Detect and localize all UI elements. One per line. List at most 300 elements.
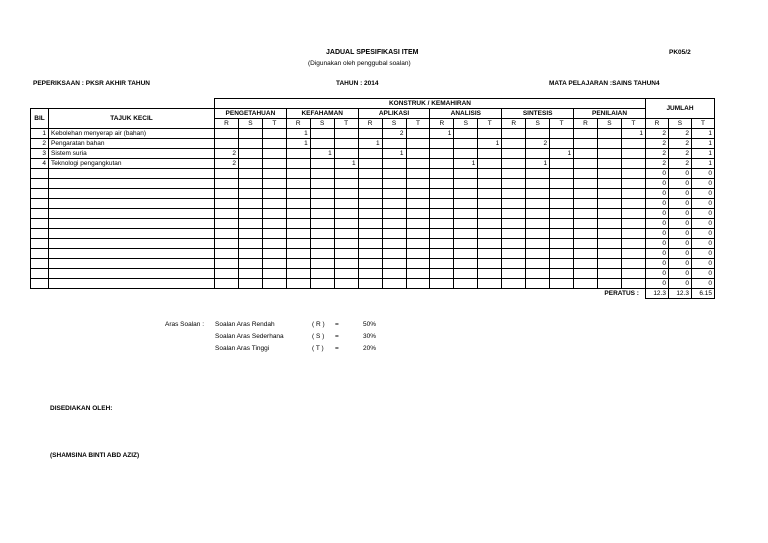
item-count-cell xyxy=(430,249,454,259)
item-count-cell xyxy=(621,279,645,289)
header-row-construct xyxy=(31,99,715,109)
row-total-cell: 0 xyxy=(691,169,714,179)
row-topic: Sistem suria xyxy=(49,149,215,159)
item-count-cell xyxy=(238,229,262,239)
item-count-cell xyxy=(310,179,334,189)
percent-cell: 12.3 xyxy=(645,289,668,299)
row-total-cell: 0 xyxy=(645,209,668,219)
table-row xyxy=(31,149,715,159)
row-total-cell: 0 xyxy=(645,169,668,179)
row-total-cell: 0 xyxy=(668,259,691,269)
item-count-cell xyxy=(526,259,550,269)
item-count-cell xyxy=(262,209,286,219)
item-count-cell xyxy=(598,179,622,189)
item-count-cell xyxy=(286,239,310,249)
row-topic: Pengaratan bahan xyxy=(49,139,215,149)
item-count-cell xyxy=(550,129,574,139)
item-count-cell xyxy=(406,179,430,189)
item-count-cell xyxy=(334,219,358,229)
item-count-cell xyxy=(215,209,239,219)
row-topic: Teknologi pengangkutan xyxy=(49,159,215,169)
item-count-cell xyxy=(310,249,334,259)
item-count-cell xyxy=(358,189,382,199)
row-total-cell: 0 xyxy=(691,279,714,289)
item-count-cell xyxy=(238,199,262,209)
table-row xyxy=(31,199,715,209)
percent-cell: 12.3 xyxy=(668,289,691,299)
item-count-cell xyxy=(334,129,358,139)
subject-label: MATA PELAJARAN :SAINS TAHUN4 xyxy=(549,80,660,87)
item-count-cell xyxy=(621,199,645,209)
item-count-cell xyxy=(526,219,550,229)
item-count-cell xyxy=(215,229,239,239)
item-count-cell xyxy=(621,259,645,269)
item-count-cell xyxy=(310,129,334,139)
row-number: 2 xyxy=(31,139,49,149)
item-count-cell xyxy=(574,209,598,219)
item-count-cell xyxy=(574,189,598,199)
item-count-cell xyxy=(358,209,382,219)
group-header: SINTESIS xyxy=(502,109,574,119)
item-count-cell xyxy=(238,149,262,159)
item-count-cell xyxy=(310,269,334,279)
level-header: T xyxy=(621,119,645,129)
item-count-cell xyxy=(310,259,334,269)
item-count-cell xyxy=(358,169,382,179)
item-count-cell xyxy=(478,259,502,269)
item-count-cell xyxy=(574,259,598,269)
item-count-cell xyxy=(215,219,239,229)
table-row xyxy=(31,189,715,199)
item-count-cell xyxy=(262,249,286,259)
item-count-cell xyxy=(262,269,286,279)
item-count-cell xyxy=(334,259,358,269)
item-count-cell xyxy=(454,169,478,179)
row-topic xyxy=(49,179,215,189)
item-count-cell xyxy=(478,219,502,229)
group-header: ANALISIS xyxy=(430,109,502,119)
level-header: S xyxy=(454,119,478,129)
row-number: 1 xyxy=(31,129,49,139)
item-count-cell xyxy=(550,199,574,209)
item-count-cell xyxy=(478,239,502,249)
item-count-cell xyxy=(262,199,286,209)
level-header: R xyxy=(574,119,598,129)
table-row xyxy=(31,279,715,289)
level-header: T xyxy=(478,119,502,129)
item-count-cell xyxy=(621,209,645,219)
row-number xyxy=(31,179,49,189)
row-total-cell: 1 xyxy=(691,159,714,169)
row-topic xyxy=(49,279,215,289)
item-count-cell xyxy=(215,169,239,179)
row-total-cell: 0 xyxy=(645,269,668,279)
level-header: R xyxy=(358,119,382,129)
row-topic xyxy=(49,229,215,239)
item-count-cell xyxy=(310,209,334,219)
item-count-cell xyxy=(406,159,430,169)
row-total-cell: 0 xyxy=(691,249,714,259)
legend-equals: = xyxy=(335,345,339,352)
item-count-cell xyxy=(406,189,430,199)
item-count-cell xyxy=(430,209,454,219)
item-count-cell xyxy=(526,149,550,159)
item-count-cell: 2 xyxy=(526,139,550,149)
item-count-cell xyxy=(358,259,382,269)
item-count-cell xyxy=(502,199,526,209)
item-count-cell xyxy=(574,159,598,169)
item-count-cell xyxy=(310,199,334,209)
item-count-cell xyxy=(382,249,406,259)
row-total-cell: 0 xyxy=(668,189,691,199)
item-count-cell xyxy=(502,189,526,199)
item-count-cell xyxy=(478,169,502,179)
item-count-cell xyxy=(574,219,598,229)
item-count-cell xyxy=(478,229,502,239)
item-count-cell xyxy=(238,239,262,249)
item-count-cell xyxy=(262,179,286,189)
item-count-cell xyxy=(502,179,526,189)
item-count-cell xyxy=(454,209,478,219)
item-count-cell xyxy=(334,209,358,219)
item-count-cell xyxy=(550,239,574,249)
item-count-cell xyxy=(286,209,310,219)
item-count-cell xyxy=(526,239,550,249)
row-total-cell: 1 xyxy=(691,149,714,159)
item-count-cell xyxy=(598,159,622,169)
item-count-cell xyxy=(262,129,286,139)
level-header: T xyxy=(262,119,286,129)
item-count-cell xyxy=(502,159,526,169)
item-count-cell xyxy=(334,179,358,189)
level-header: S xyxy=(238,119,262,129)
table-row xyxy=(31,269,715,279)
item-count-cell xyxy=(454,229,478,239)
item-count-cell xyxy=(215,179,239,189)
item-count-cell xyxy=(598,239,622,249)
level-header: R xyxy=(286,119,310,129)
item-count-cell xyxy=(382,199,406,209)
item-count-cell xyxy=(526,279,550,289)
row-total-cell: 0 xyxy=(691,179,714,189)
bil-header: BIL xyxy=(31,109,49,129)
item-count-cell xyxy=(334,149,358,159)
item-count-cell xyxy=(574,239,598,249)
row-total-cell: 0 xyxy=(645,279,668,289)
item-count-cell xyxy=(454,239,478,249)
legend-percent: 30% xyxy=(363,333,377,340)
item-count-cell xyxy=(334,229,358,239)
table-row xyxy=(31,219,715,229)
document-title: JADUAL SPESIFIKASI ITEM xyxy=(326,49,419,56)
item-count-cell: 1 xyxy=(310,149,334,159)
row-number: 3 xyxy=(31,149,49,159)
item-count-cell xyxy=(310,219,334,229)
item-count-cell xyxy=(262,219,286,229)
row-total-cell: 0 xyxy=(668,199,691,209)
level-header: S xyxy=(526,119,550,129)
item-count-cell xyxy=(478,159,502,169)
row-number xyxy=(31,169,49,179)
item-count-cell xyxy=(238,139,262,149)
item-count-cell xyxy=(454,189,478,199)
row-topic xyxy=(49,269,215,279)
item-count-cell xyxy=(550,169,574,179)
item-count-cell: 1 xyxy=(550,149,574,159)
item-count-cell xyxy=(406,229,430,239)
prepared-by-label: DISEDIAKAN OLEH: xyxy=(50,405,113,412)
item-count-cell xyxy=(358,129,382,139)
item-count-cell xyxy=(406,219,430,229)
row-number xyxy=(31,219,49,229)
item-count-cell xyxy=(574,179,598,189)
row-number xyxy=(31,269,49,279)
item-count-cell xyxy=(382,139,406,149)
row-topic xyxy=(49,219,215,229)
total-header: JUMLAH xyxy=(645,99,714,119)
item-count-cell xyxy=(526,169,550,179)
table-row xyxy=(31,129,715,139)
item-count-cell xyxy=(238,279,262,289)
item-count-cell xyxy=(598,139,622,149)
item-count-cell xyxy=(478,179,502,189)
item-count-cell xyxy=(526,229,550,239)
item-count-cell xyxy=(334,269,358,279)
item-count-cell xyxy=(478,149,502,159)
item-count-cell xyxy=(286,269,310,279)
level-header: S xyxy=(382,119,406,129)
row-total-cell: 0 xyxy=(645,179,668,189)
item-count-cell xyxy=(598,129,622,139)
row-total-cell: 0 xyxy=(691,209,714,219)
topic-header: TAJUK KECIL xyxy=(49,109,215,129)
item-count-cell xyxy=(526,249,550,259)
item-count-cell xyxy=(502,259,526,269)
item-count-cell xyxy=(382,159,406,169)
item-count-cell xyxy=(526,179,550,189)
item-count-cell xyxy=(286,219,310,229)
item-count-cell xyxy=(526,199,550,209)
item-count-cell xyxy=(621,269,645,279)
item-count-cell xyxy=(334,239,358,249)
item-count-cell xyxy=(406,249,430,259)
row-total-cell: 2 xyxy=(645,129,668,139)
item-count-cell xyxy=(238,159,262,169)
item-count-cell xyxy=(430,189,454,199)
item-count-cell xyxy=(238,169,262,179)
total-level-header: T xyxy=(691,119,714,129)
item-count-cell xyxy=(478,199,502,209)
item-count-cell xyxy=(215,199,239,209)
group-header: PENILAIAN xyxy=(574,109,646,119)
item-count-cell xyxy=(262,169,286,179)
row-total-cell: 2 xyxy=(668,159,691,169)
item-count-cell xyxy=(621,159,645,169)
item-count-cell xyxy=(238,269,262,279)
item-count-cell xyxy=(574,169,598,179)
item-count-cell xyxy=(262,139,286,149)
row-total-cell: 0 xyxy=(691,189,714,199)
item-count-cell xyxy=(310,169,334,179)
item-count-cell xyxy=(430,269,454,279)
item-count-cell xyxy=(262,279,286,289)
item-count-cell xyxy=(262,159,286,169)
table-row xyxy=(31,239,715,249)
table-row xyxy=(31,229,715,239)
construct-header: KONSTRUK / KEMAHIRAN xyxy=(215,99,646,109)
item-count-cell xyxy=(574,129,598,139)
item-count-cell xyxy=(358,229,382,239)
item-count-cell xyxy=(358,199,382,209)
item-count-cell xyxy=(502,149,526,159)
item-count-cell xyxy=(430,239,454,249)
item-count-cell xyxy=(502,229,526,239)
legend-lead: Aras Soalan : xyxy=(165,321,205,328)
item-count-cell xyxy=(262,189,286,199)
item-count-cell: 2 xyxy=(382,129,406,139)
item-count-cell xyxy=(502,269,526,279)
item-count-cell: 2 xyxy=(215,149,239,159)
row-total-cell: 2 xyxy=(645,139,668,149)
item-count-cell xyxy=(430,199,454,209)
row-number xyxy=(31,239,49,249)
document-subtitle: (Digunakan oleh penggubal soalan) xyxy=(308,60,411,67)
item-count-cell: 1 xyxy=(621,129,645,139)
item-count-cell xyxy=(598,229,622,239)
item-count-cell xyxy=(262,229,286,239)
row-total-cell: 0 xyxy=(645,189,668,199)
group-header: KEFAHAMAN xyxy=(286,109,358,119)
item-count-cell xyxy=(238,129,262,139)
group-header: APLIKASI xyxy=(358,109,430,119)
total-level-header: R xyxy=(645,119,668,129)
item-count-cell xyxy=(382,179,406,189)
row-number xyxy=(31,199,49,209)
item-count-cell xyxy=(286,169,310,179)
year-label: TAHUN : 2014 xyxy=(336,80,379,87)
item-count-cell xyxy=(382,229,406,239)
legend-level-code: ( T ) xyxy=(312,345,324,352)
item-count-cell xyxy=(262,239,286,249)
item-count-cell xyxy=(454,249,478,259)
row-total-cell: 0 xyxy=(691,269,714,279)
item-count-cell xyxy=(310,279,334,289)
item-count-cell xyxy=(215,139,239,149)
item-count-cell xyxy=(334,199,358,209)
row-total-cell: 0 xyxy=(645,219,668,229)
item-count-cell xyxy=(334,169,358,179)
item-count-cell xyxy=(550,209,574,219)
item-count-cell xyxy=(502,139,526,149)
item-count-cell: 1 xyxy=(430,129,454,139)
row-total-cell: 2 xyxy=(668,139,691,149)
row-total-cell: 0 xyxy=(691,239,714,249)
item-count-cell xyxy=(598,149,622,159)
item-count-cell xyxy=(502,219,526,229)
header-spacer xyxy=(31,99,215,109)
item-count-cell xyxy=(358,219,382,229)
item-count-cell: 1 xyxy=(478,139,502,149)
item-count-cell xyxy=(310,159,334,169)
item-count-cell xyxy=(550,269,574,279)
row-number xyxy=(31,259,49,269)
row-total-cell: 0 xyxy=(691,199,714,209)
item-count-cell xyxy=(238,219,262,229)
row-total-cell: 0 xyxy=(645,249,668,259)
item-count-cell xyxy=(358,249,382,259)
item-count-cell xyxy=(310,239,334,249)
item-count-cell xyxy=(502,129,526,139)
item-count-cell xyxy=(574,249,598,259)
item-count-cell xyxy=(550,139,574,149)
row-total-cell: 0 xyxy=(668,269,691,279)
item-count-cell xyxy=(215,249,239,259)
item-count-cell xyxy=(478,269,502,279)
item-count-cell xyxy=(286,229,310,239)
item-count-cell xyxy=(406,279,430,289)
item-count-cell xyxy=(454,149,478,159)
item-count-cell xyxy=(598,199,622,209)
item-count-cell xyxy=(478,249,502,259)
item-count-cell xyxy=(550,159,574,169)
table-body xyxy=(31,129,715,299)
item-count-cell xyxy=(215,269,239,279)
row-total-cell: 0 xyxy=(668,219,691,229)
item-count-cell xyxy=(621,179,645,189)
legend-level-code: ( R ) xyxy=(312,321,325,328)
item-count-cell xyxy=(334,249,358,259)
item-count-cell: 1 xyxy=(286,139,310,149)
item-count-cell xyxy=(406,259,430,269)
item-count-cell xyxy=(406,139,430,149)
item-count-cell xyxy=(238,179,262,189)
item-count-cell xyxy=(382,259,406,269)
item-count-cell: 1 xyxy=(526,159,550,169)
row-number xyxy=(31,189,49,199)
row-total-cell: 0 xyxy=(691,219,714,229)
item-count-cell xyxy=(382,269,406,279)
row-number xyxy=(31,229,49,239)
item-count-cell xyxy=(454,129,478,139)
item-count-cell xyxy=(382,219,406,229)
item-count-cell xyxy=(598,219,622,229)
item-count-cell: 1 xyxy=(286,129,310,139)
row-total-cell: 0 xyxy=(645,259,668,269)
table-row xyxy=(31,159,715,169)
item-count-cell xyxy=(574,269,598,279)
item-count-cell xyxy=(550,279,574,289)
item-count-cell xyxy=(262,149,286,159)
item-count-cell xyxy=(215,129,239,139)
legend-level-code: ( S ) xyxy=(312,333,325,340)
row-topic xyxy=(49,209,215,219)
item-count-cell xyxy=(358,279,382,289)
item-count-cell xyxy=(478,209,502,219)
row-number: 4 xyxy=(31,159,49,169)
row-total-cell: 0 xyxy=(691,259,714,269)
row-topic xyxy=(49,239,215,249)
total-level-header: S xyxy=(668,119,691,129)
item-count-cell xyxy=(358,149,382,159)
item-count-cell xyxy=(286,259,310,269)
level-header: T xyxy=(550,119,574,129)
item-count-cell xyxy=(358,269,382,279)
item-count-cell xyxy=(574,199,598,209)
item-count-cell xyxy=(430,279,454,289)
item-count-cell xyxy=(550,259,574,269)
item-count-cell xyxy=(358,159,382,169)
row-total-cell: 2 xyxy=(668,149,691,159)
